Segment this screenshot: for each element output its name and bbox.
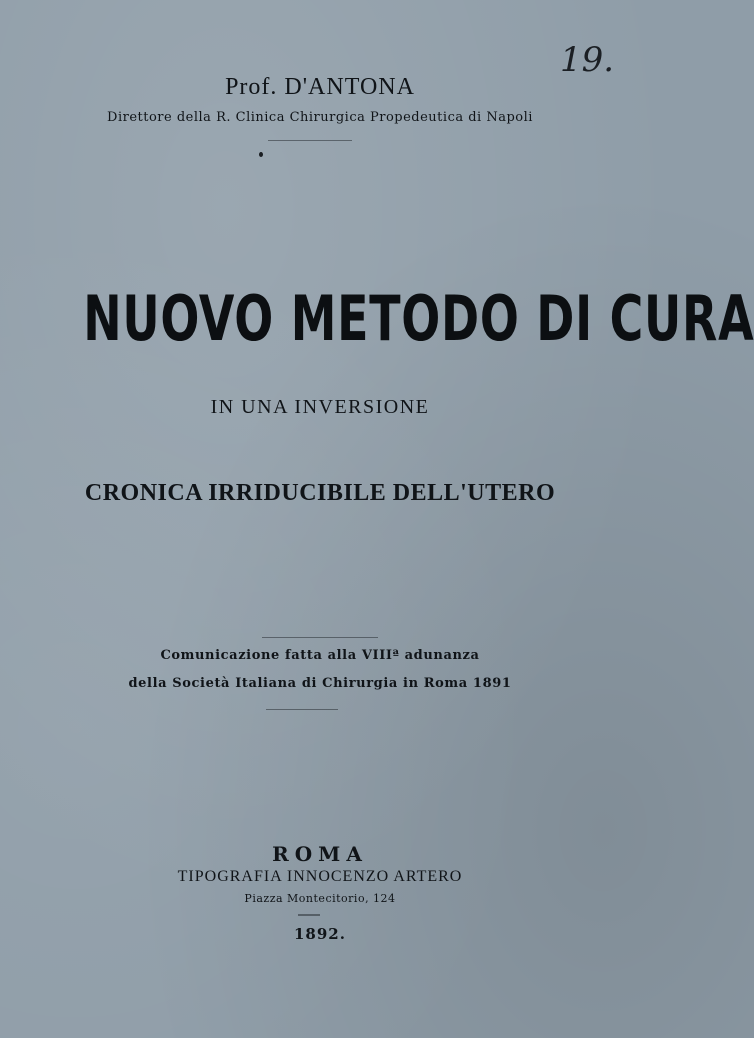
handwritten-note: 19. [560, 40, 615, 80]
main-title: NUOVO METODO DI CURA [83, 282, 754, 355]
imprint-year: 1892. [294, 925, 346, 943]
divider-rule-middle [262, 637, 378, 638]
divider-rule-short [298, 914, 320, 916]
imprint-address: Piazza Montecitorio, 124 [244, 892, 396, 905]
divider-rule-lower [266, 709, 338, 710]
communication-line-2: della Società Italiana di Chirurgia in Roma 1891 [128, 676, 512, 691]
author-name: Prof. D'ANTONA [225, 74, 415, 100]
communication-line-1: Comunicazione fatta alla VIIIª adunanza [160, 648, 480, 663]
author-affiliation: Direttore della R. Clinica Chirurgica Propedeutica di Napoli [107, 110, 533, 125]
ink-dot [259, 152, 263, 157]
subtitle-line: IN UNA INVERSIONE [210, 396, 430, 418]
imprint-city: ROMA [272, 842, 368, 866]
imprint-printer: TIPOGRAFIA INNOCENZO ARTERO [177, 868, 463, 885]
divider-rule-top [268, 140, 352, 141]
subtitle-bold-line: CRONICA IRRIDUCIBILE DELL'UTERO [84, 480, 556, 506]
